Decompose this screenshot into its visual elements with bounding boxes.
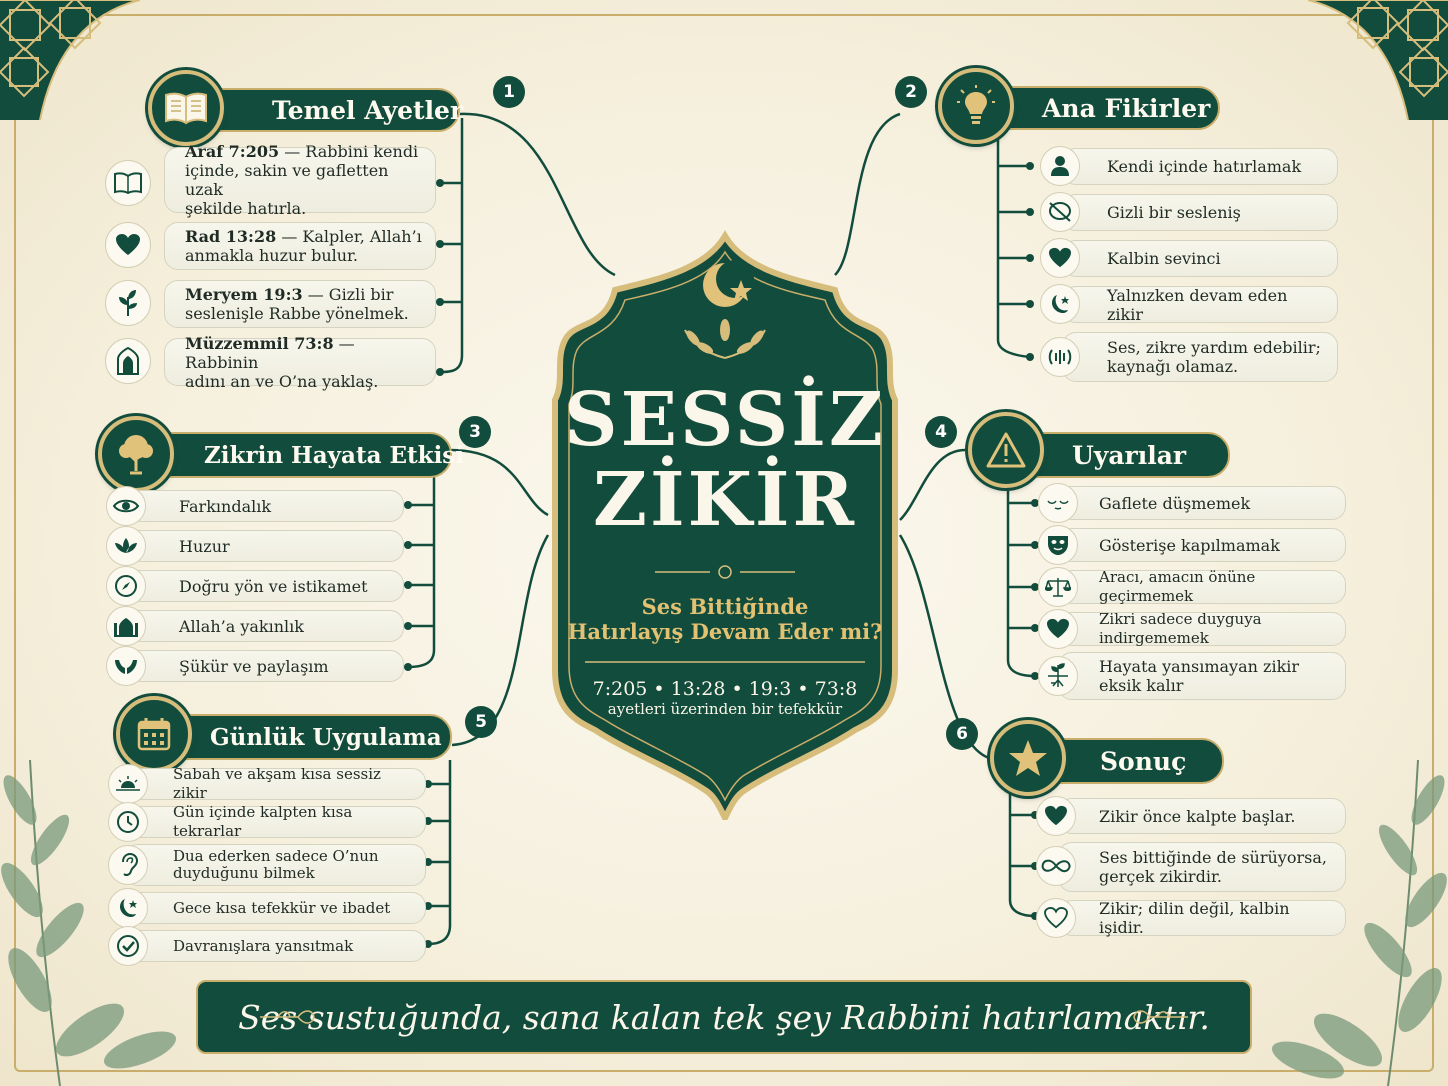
section-4-item-5 xyxy=(1058,652,1346,700)
section-2-item-1 xyxy=(1062,148,1338,185)
section-4-item-1 xyxy=(1058,486,1346,520)
section-5-item-3 xyxy=(124,844,426,886)
section-5-item-4 xyxy=(124,892,426,924)
scales-icon xyxy=(1038,567,1078,607)
section-5-number: 5 xyxy=(465,706,497,738)
section-5-header xyxy=(152,714,452,760)
item-text: Kalbin sevinci xyxy=(1107,249,1221,268)
item-text: Zikir; dilin değil, kalbin işidir. xyxy=(1099,899,1290,937)
quote-banner xyxy=(196,980,1252,1054)
item-text: Hayata yansımayan zikir xyxy=(1099,657,1300,676)
ear-icon xyxy=(108,845,148,885)
star-icon xyxy=(990,720,1066,796)
center-title xyxy=(545,377,905,543)
section-2-title: Ana Fikirler xyxy=(1042,93,1211,123)
section-2-item-2 xyxy=(1062,194,1338,231)
heart-icon xyxy=(1038,609,1078,649)
section-2-item-4 xyxy=(1062,286,1338,323)
item-text: Doğru yön ve istikamet xyxy=(179,576,368,596)
mask-icon xyxy=(1038,525,1078,565)
section-4-title: Uyarılar xyxy=(1072,440,1187,470)
center-title-line2: ZİKİR xyxy=(592,457,858,543)
section-6-item-3 xyxy=(1058,900,1346,936)
item-text: eksik kalır xyxy=(1099,676,1184,695)
section-4-number: 4 xyxy=(925,416,957,448)
sound-wave-icon xyxy=(1040,337,1080,377)
tree-icon xyxy=(98,416,174,492)
section-2-item-5 xyxy=(1062,332,1338,382)
section-4-item-2 xyxy=(1058,528,1346,562)
section-3-item-3 xyxy=(126,570,404,602)
section-3-item-2 xyxy=(126,530,404,562)
center-refs: 7:205 • 13:28 • 19:3 • 73:8 xyxy=(592,678,858,700)
section-5-title: Günlük Uygulama xyxy=(210,723,442,751)
section-1-item-2 xyxy=(164,222,436,270)
center-question-line1: Ses Bittiğinde xyxy=(641,594,809,619)
ornament-right-icon xyxy=(1130,1004,1190,1030)
center-references xyxy=(545,678,905,718)
section-2-number: 2 xyxy=(895,76,927,108)
eye-icon xyxy=(106,486,146,526)
mihrab-icon xyxy=(105,338,151,384)
section-3-header xyxy=(140,432,464,478)
item-text: Zikri sadece duyguya indirgememek xyxy=(1099,610,1262,647)
section-5-item-5 xyxy=(124,930,426,962)
heart-icon xyxy=(1036,796,1076,836)
center-refs-note: ayetleri üzerinden bir tefekkür xyxy=(607,700,843,718)
clock-icon xyxy=(108,802,148,842)
lotus-icon xyxy=(106,526,146,566)
item-text: Ses, zikre yardım edebilir; xyxy=(1107,338,1321,357)
section-1-number: 1 xyxy=(493,76,525,108)
item-text: Şükür ve paylaşım xyxy=(179,656,329,676)
item-text: gerçek zikirdir. xyxy=(1099,867,1222,886)
item-text: Farkındalık xyxy=(179,496,272,516)
check-icon xyxy=(108,926,148,966)
section-1-item-1 xyxy=(164,142,436,218)
item-text: — Rabbini kendi xyxy=(279,142,419,161)
infinity-icon xyxy=(1036,846,1076,886)
item-text: Kendi içinde hatırlamak xyxy=(1107,157,1302,176)
heart-icon xyxy=(1040,238,1080,278)
item-text: Gösterişe kapılmamak xyxy=(1099,535,1280,555)
item-text: Gün içinde kalpten kısa tekrarlar xyxy=(173,803,353,840)
section-3-item-5 xyxy=(126,650,404,682)
section-3-number: 3 xyxy=(459,416,491,448)
section-6-title: Sonuç xyxy=(1100,746,1187,776)
item-text: Ses bittiğinde de sürüyorsa, xyxy=(1099,848,1327,867)
item-text: Davranışlara yansıtmak xyxy=(173,936,354,955)
person-icon xyxy=(1040,146,1080,186)
item-text: Dua ederken sadece O’nun xyxy=(173,847,379,865)
section-3-item-1 xyxy=(126,490,404,522)
item-text: Sabah ve akşam kısa sessiz zikir xyxy=(173,765,381,802)
item-text: — Rabbinin xyxy=(185,333,355,372)
closed-eyes-icon xyxy=(1038,483,1078,523)
section-1-item-3 xyxy=(164,280,436,328)
heart-outline-icon xyxy=(1036,898,1076,938)
item-text: anmakla huzur bulur. xyxy=(185,246,359,265)
mosque-icon xyxy=(106,606,146,646)
ayet-ref-araf: Araf 7:205 xyxy=(185,142,280,161)
book-icon xyxy=(105,160,151,206)
section-4-item-3 xyxy=(1058,570,1346,604)
calendar-icon xyxy=(116,696,192,772)
warning-icon xyxy=(968,412,1044,488)
item-text: — Kalpler, Allah’ı xyxy=(276,227,422,246)
item-text: Aracı, amacın önüne geçirmemek xyxy=(1099,568,1256,605)
moon-star-icon xyxy=(108,888,148,928)
ayet-ref-rad: Rad 13:28 xyxy=(185,227,277,246)
section-1-item-4 xyxy=(164,333,436,391)
item-text: Gaflete düşmemek xyxy=(1099,493,1251,513)
section-2-header xyxy=(980,86,1220,130)
item-text: — Gizli bir xyxy=(302,285,394,304)
item-text: Huzur xyxy=(179,536,230,556)
moon-star-icon xyxy=(1040,284,1080,324)
open-book-icon xyxy=(148,70,224,146)
item-text: Zikir önce kalpte başlar. xyxy=(1099,806,1296,826)
section-3-item-4 xyxy=(126,610,404,642)
item-text: şekilde hatırla. xyxy=(185,199,307,218)
sunrise-icon xyxy=(108,764,148,804)
item-text: Gizli bir sesleniş xyxy=(1107,203,1241,222)
ornament-left-icon xyxy=(258,1004,318,1030)
section-2-item-3 xyxy=(1062,240,1338,277)
compass-icon xyxy=(106,566,146,606)
ayet-ref-meryem: Meryem 19:3 xyxy=(185,285,303,304)
section-5-item-2 xyxy=(124,803,426,840)
section-1-title: Temel Ayetler xyxy=(272,95,464,125)
item-text: içinde, sakin ve gafletten uzak xyxy=(185,161,389,199)
section-6-item-2 xyxy=(1058,842,1346,892)
ayet-ref-muzzemmil: Müzzemmil 73:8 xyxy=(185,333,334,353)
item-text: Allah’a yakınlık xyxy=(179,616,304,636)
item-text: Yalnızken devam eden zikir xyxy=(1107,285,1288,324)
hands-icon xyxy=(106,646,146,686)
quote-text: Ses sustuğunda, sana kalan tek şey Rabbini hatırlamaktır. xyxy=(238,997,1210,1037)
section-4-item-4 xyxy=(1058,612,1346,646)
sprout-icon xyxy=(105,280,151,326)
item-text: adını an ve O’na yaklaş. xyxy=(185,371,379,391)
section-5-item-1 xyxy=(124,765,426,802)
item-text: Gece kısa tefekkür ve ibadet xyxy=(173,898,391,917)
plant-roots-icon xyxy=(1038,656,1078,696)
item-text: kaynağı olamaz. xyxy=(1107,357,1239,376)
section-6-item-1 xyxy=(1058,798,1346,834)
heart-icon xyxy=(105,222,151,268)
center-question xyxy=(545,594,905,644)
center-question-line2: Hatırlayış Devam Eder mi? xyxy=(567,619,883,644)
item-text: seslenişle Rabbe yönelmek. xyxy=(185,304,409,323)
lightbulb-icon xyxy=(938,68,1014,144)
section-6-number: 6 xyxy=(946,718,978,750)
section-3-title: Zikrin Hayata Etkisi xyxy=(204,441,464,469)
silent-speech-icon xyxy=(1040,192,1080,232)
center-title-line1: SESSİZ xyxy=(564,377,886,463)
item-text: duyduğunu bilmek xyxy=(173,864,315,882)
